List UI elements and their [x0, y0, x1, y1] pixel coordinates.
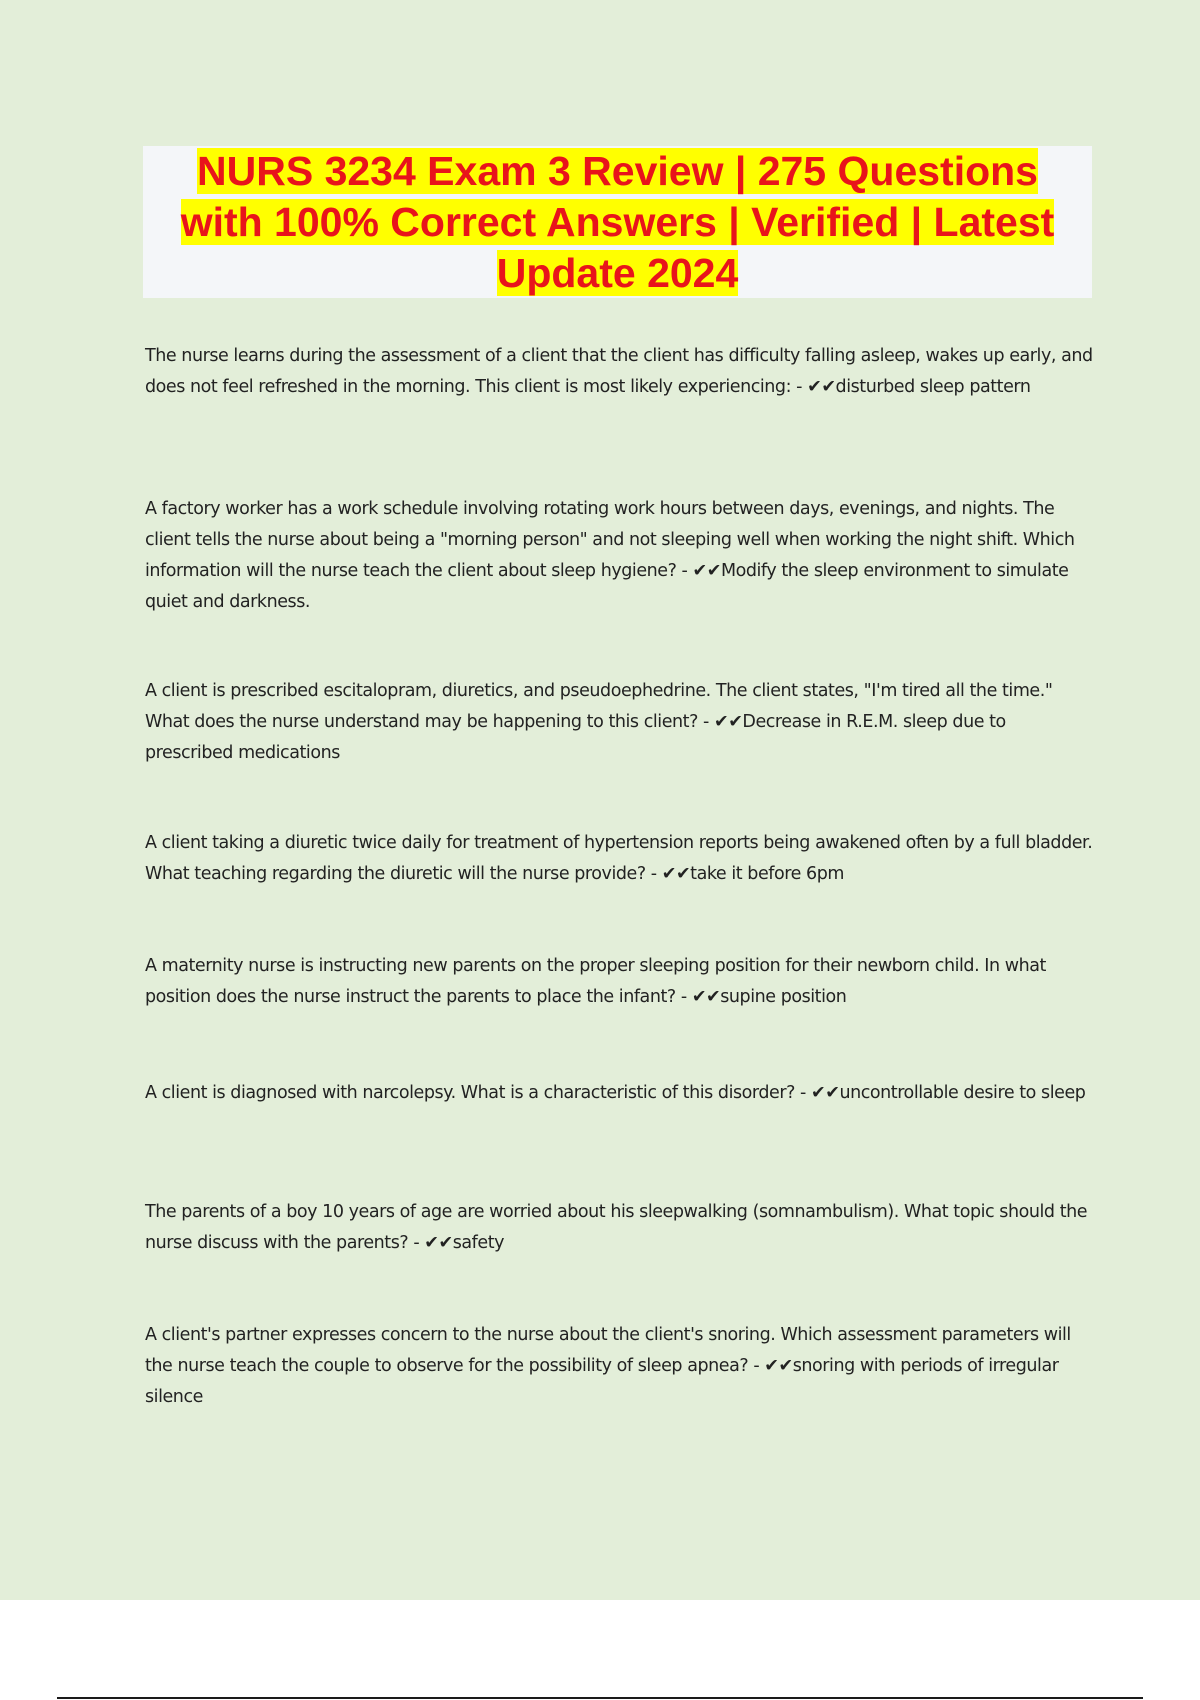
- question-answer-3: A client is prescribed escitalopram, diuretics, and pseudoephedrine. The client states, "I'm tired all the time." What does the nurse understand may be happening to this client? - ✔✔Decrease in R.E.M. sleep due to prescribed medications: [145, 681, 1053, 763]
- question-answer-1: The nurse learns during the assessment of a client that the client has difficulty falling asleep, wakes up early, and does not feel refreshed in the morning. This client is most likely experiencing: - ✔✔disturbed sleep pattern: [145, 346, 1093, 397]
- question-answer-6: A client is diagnosed with narcolepsy. What is a characteristic of this disorder? - ✔✔uncontrollable desire to sleep: [145, 1083, 1086, 1103]
- footer-divider: [57, 1697, 1143, 1699]
- question-answer-8: A client's partner expresses concern to the nurse about the client's snoring. Which assessment parameters will the nurse teach the couple to observe for the possibility of sleep apnea? - ✔✔snoring with periods of irregular silence: [145, 1325, 1071, 1407]
- question-answer-4: A client taking a diuretic twice daily for treatment of hypertension reports being awakened often by a full bladder. What teaching regarding the diuretic will the nurse provide? - ✔✔take it before 6pm: [145, 833, 1093, 884]
- title-box: [143, 146, 1092, 298]
- question-answer-2: A factory worker has a work schedule involving rotating work hours between days, evenings, and nights. The client tells the nurse about being a "morning person" and not sleeping well when working the night shift. Which information will the nurse teach the client about sleep hygiene? - ✔✔Modify the sleep environment to simulate quiet and darkness.: [145, 499, 1075, 612]
- title-highlight: NURS 3234 Exam 3 Review | 275 Questions with 100% Correct Answers | Verified | Latest Update 2024: [180, 147, 1055, 296]
- question-answer-7: The parents of a boy 10 years of age are worried about his sleepwalking (somnambulism). What topic should the nurse discuss with the parents? - ✔✔safety: [145, 1202, 1088, 1253]
- question-answer-5: A maternity nurse is instructing new parents on the proper sleeping position for their newborn child. In what position does the nurse instruct the parents to place the infant? - ✔✔supine position: [145, 956, 1046, 1007]
- document-title: [153, 146, 1083, 299]
